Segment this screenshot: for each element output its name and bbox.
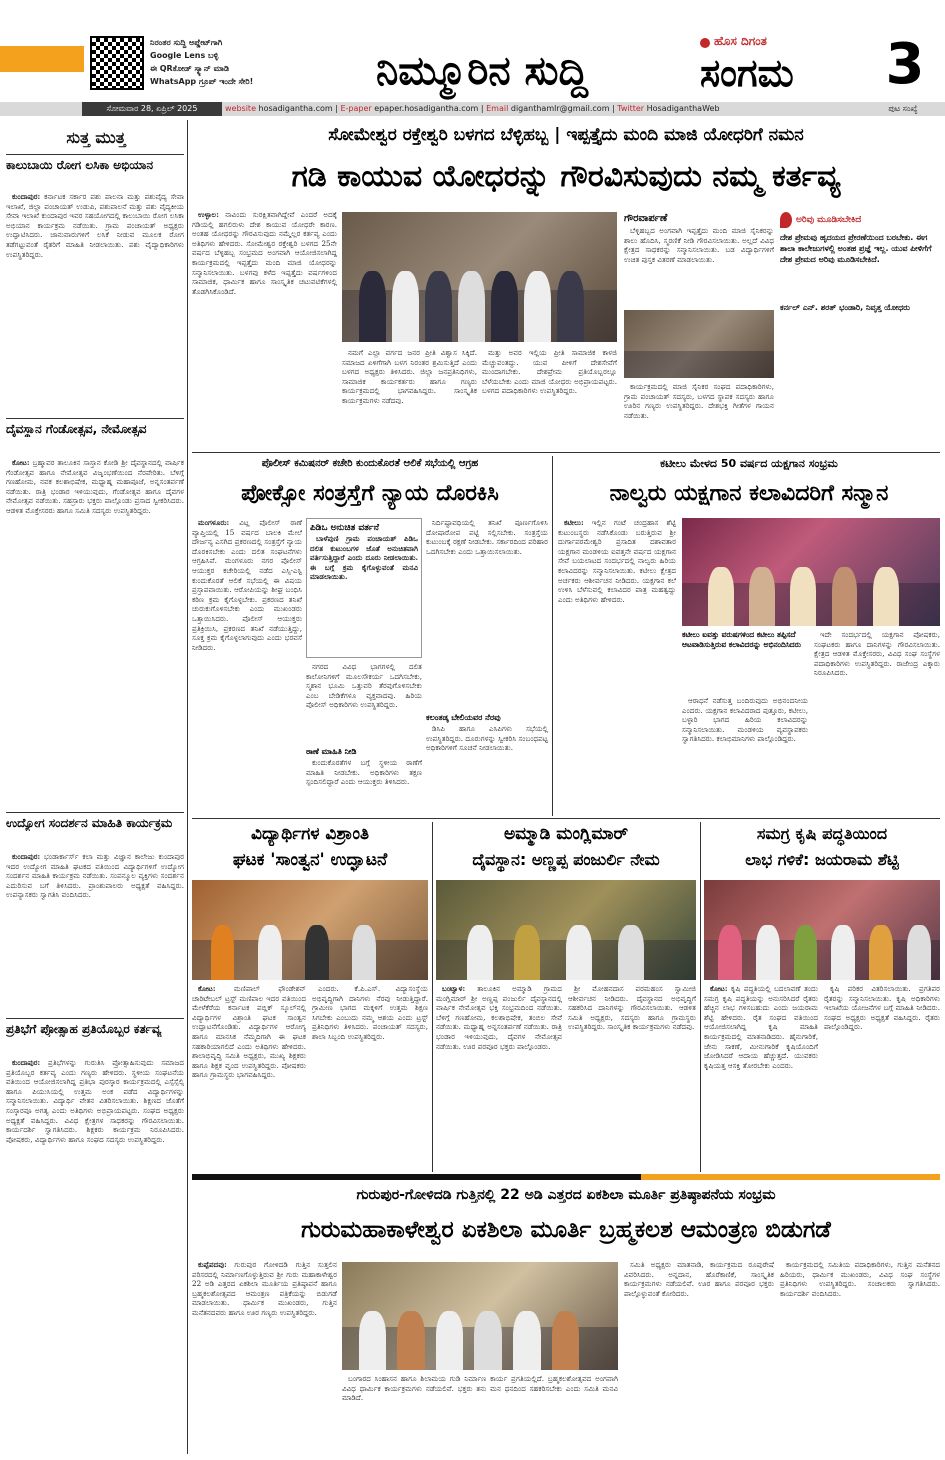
story-subhead: ಕಲಂತಡ್ಕ ಬೇಲಿಯವರ ನೆರವು (426, 713, 501, 722)
story-headline: ಪೋಕ್ಸೋ ಸಂತ್ರಸ್ತೆಗೆ ನ್ಯಾಯ ದೊರಕಿಸಿ (241, 481, 499, 506)
link-email[interactable]: diganthamlr@gmail.com (510, 104, 610, 113)
photo-caption: ಕಟೀಲು ಐವತ್ತು ವರುಷಗಳಿಂದ ಕಟೀಲು ತಪ್ಪಿಸದೆ ಆಟವಾಡಿಸುತ್ತಿರುವ ಕಲಾವಿದರನ್ನು ಅಭಿನಂದಿಸಿದರು (682, 630, 802, 649)
masthead (0, 0, 945, 118)
story-headline: ವಿದ್ಯಾರ್ಥಿಗಳ ವಿಶ್ರಾಂತಿ (251, 824, 369, 844)
story-kicker: ಪೊಲೀಸ್ ಕಮಿಷನರ್ ಕಚೇರಿ ಕುಂದುಕೊರತೆ ಆಲಿಕೆ ಸಭೆಯಲ್ಲಿ ಆಗ್ರಹ (261, 458, 479, 469)
divider (6, 154, 184, 155)
story-body: ಕೃಷಿ ಪರಿಕರ ವಿತರಿಸಲಾಯಿತು. ಪ್ರಗತಿಪರ ರೈತರನ್ನು ಸನ್ಮಾನಿಸಲಾಯಿತು. ಕೃಷಿ ಅಧಿಕಾರಿಗಳು ಇಲಾಖೆಯ ಯೋಜನೆಗಳ ಬಗ್ಗೆ ಮಾಹಿತಿ ನೀಡಿದರು. ಸಂಘದ ಅಧ್ಯಕ್ಷರು ಅಧ್ಯಕ್ಷತೆ ವಹಿಸಿದ್ದರು. ರೈತರು ಪಾಲ್ಗೊಂಡಿದ್ದರು. (824, 984, 940, 1032)
divider (192, 818, 940, 819)
quote-label: ಅರಿವು ಮೂಡಿಸಬೇಕಿದೆ (796, 215, 862, 225)
story-kicker: ಕಟೀಲು ಮೇಳದ 50 ವರ್ಷದ ಯಕ್ಷಗಾನ ಸಂಭ್ರಮ (660, 457, 838, 470)
box-title: ಗೌರವಾರ್ಪಣೆ (624, 213, 668, 224)
story-headline: ಸಮಗ್ರ ಕೃಷಿ ಪದ್ಧತಿಯಿಂದ (756, 824, 888, 843)
box-body: ಬೆಳ್ಳಿಹಬ್ಬದ ಅಂಗವಾಗಿ ಇಪ್ಪತ್ತೈದು ಮಂದಿ ಮಾಜಿ ಸೈನಿಕರನ್ನು ಶಾಲು ಹೊದಿಸಿ, ಸ್ಮರಣಿಕೆ ನೀಡಿ ಗೌರವಿಸಲಾಯಿತು. ಅಲ್ಲದೆ ವಿವಿಧ ಕ್ಷೇತ್ರದ ಸಾಧಕರನ್ನು ಸನ್ಮಾನಿಸಲಾಯಿತು. ಬಡ ವಿದ್ಯಾರ್ಥಿಗಳಿಗೆ ಉಚಿತ ಪುಸ್ತಕ ವಿತರಣೆ ಮಾಡಲಾಯಿತು. (624, 226, 774, 264)
story-body: ಕೋಟ: ಕೃಷಿ ಪದ್ಧತಿಯಲ್ಲಿ ಬದಲಾವಣೆ ತಂದು ಸಮಗ್ರ ಕೃಷಿ ಪದ್ಧತಿಯನ್ನು ಅನುಸರಿಸಿದರೆ ರೈತರು ಹೆಚ್ಚಿನ ಲಾಭ ಗಳಿಸಬಹುದು ಎಂದು ಜಯರಾಮ ಶೆಟ್ಟಿ ಹೇಳಿದರು. ರೈತ ಸಂಘದ ವತಿಯಿಂದ ಆಯೋಜಿಸಲಾಗಿದ್ದ ಕೃಷಿ ಮಾಹಿತಿ ಕಾರ್ಯಕ್ರಮದಲ್ಲಿ ಮಾತನಾಡಿದರು. ಹೈನುಗಾರಿಕೆ, ಜೇನು ಸಾಕಣೆ, ಮೀನುಗಾರಿಕೆ ಕೃಷಿಯೊಂದಿಗೆ ಜೋಡಿಸಿದರೆ ಆದಾಯ ಹೆಚ್ಚುತ್ತದೆ. ಯುವಕರು ಕೃಷಿಯತ್ತ ಆಸಕ್ತಿ ತೋರಬೇಕು ಎಂದರು. (704, 984, 818, 1070)
story-headline: ದೈವಸ್ಥಾನ ಗೆಂಡೋತ್ಸವ, ನೇಮೋತ್ಸವ (6, 422, 147, 436)
quote-text: ದೇಶ ಪ್ರೇಮವು ಹೃದಯದ ಪ್ರೇರಣೆಯಿಂದ ಬರಬೇಕು. ಈಗ ಶಾಲಾ ಕಾಲೇಜುಗಳಲ್ಲಿ ಅಂತಹ ಪ್ರಜ್ಞೆ ಇಲ್ಲ. ಯುವ ಪೀಳಿಗೆಗೆ ದೇಶ ಪ್ರೇಮದ ಅರಿವು ಮೂಡಿಸಬೇಕಿದೆ. (780, 233, 932, 264)
yakshagana-photo (682, 518, 940, 626)
story-subhead: ಠಾಣೆ ಮಾಹಿತಿ ನೀಡಿ (306, 747, 357, 756)
story-body: ಕೋಟ: ಮಣಿಪಾಲ್ ಫೌಂಡೇಶನ್ ಚಾರಿಟೇಬಲ್ ಟ್ರಸ್ಟ್ ಮಣಿಪಾಲ ಇದರ ವತಿಯಿಂದ ಮೇಳೆಕೆರೆಯ ಕರ್ನಾಟಕ ಪಬ್ಲಿಕ್ ಸ್ಕೂಲ್‌ನಲ್ಲಿ ವಿದ್ಯಾರ್ಥಿಗಳ ವಿಶ್ರಾಂತಿ ಘಟಕ ಸಾಂತ್ವನ ಉದ್ಘಾಟನೆಗೊಂಡಿತು. ವಿದ್ಯಾರ್ಥಿಗಳ ಆರೋಗ್ಯ ಹಾಗೂ ಮಾನಸಿಕ ನೆಮ್ಮದಿಗಾಗಿ ಈ ಘಟಕ ಸಹಕಾರಿಯಾಗಲಿದೆ ಎಂದು ಅತಿಥಿಗಳು ಹೇಳಿದರು. ಶಾಲಾಭಿವೃದ್ಧಿ ಸಮಿತಿ ಅಧ್ಯಕ್ಷರು, ಮುಖ್ಯ ಶಿಕ್ಷಕರು ಹಾಗೂ ಶಿಕ್ಷಕ ವೃಂದ ಉಪಸ್ಥಿತರಿದ್ದರು. ಪೋಷಕರು ಹಾಗೂ ಗ್ರಾಮಸ್ಥರು ಭಾಗವಹಿಸಿದ್ದರು. (192, 984, 306, 1080)
story-kicker: ಗುರುಪುರ-ಗೋಳಿದಡಿ ಗುತ್ತಿನಲ್ಲಿ 22 ಅಡಿ ಎತ್ತರದ ಏಕಶಿಲಾ ಮೂರ್ತಿ ಪ್ರತಿಷ್ಠಾಪನೆಯ ಸಂಭ್ರಮ (356, 1187, 776, 1203)
pin-icon (780, 212, 792, 228)
link-twitter-label: Twitter (617, 104, 645, 113)
story-headline: ನಾಲ್ವರು ಯಕ್ಷಗಾನ ಕಲಾವಿದರಿಗೆ ಸನ್ಮಾನ (609, 481, 889, 506)
box-photo (624, 310, 774, 378)
contact-links: website hosadigantha.com | E-paper epaper.hosadigantha.com | Email diganthamlr@gmail.com | Twitter HosadiganthaWeb (225, 104, 720, 113)
krishi-story (704, 822, 940, 1172)
column-divider (432, 822, 433, 1172)
story-body: ಸಮಿತಿ ಅಧ್ಯಕ್ಷರು ಮಾತನಾಡಿ, ಕಾರ್ಯಕ್ರಮದ ರೂಪುರೇಷೆ ವಿವರಿಸಿದರು. ಅನ್ನದಾನ, ಹೊರೆಕಾಣಿಕೆ, ಸಾಂಸ್ಕೃತಿಕ ಕಾರ್ಯಕ್ರಮಗಳು ನಡೆಯಲಿವೆ. ಊರ ಹಾಗೂ ಪರವೂರ ಭಕ್ತರು ಪಾಲ್ಗೊಳ್ಳುವಂತೆ ಕೋರಿದರು. (624, 1260, 774, 1298)
link-website-label: website (225, 104, 256, 113)
lead-kicker: ಸೋಮೇಶ್ವರ ರಕ್ತೇಶ್ವರಿ ಬಳಗದ ಬೆಳ್ಳಿಹಬ್ಬ | ಇಪ್ಪತ್ತೈದು ಮಂದಿ ಮಾಜಿ ಯೋಧರಿಗೆ ನಮನ (328, 125, 804, 145)
divider (192, 452, 940, 453)
quote-box (780, 212, 940, 448)
lead-body: ಉಳ್ಳಾಲ: ನಾವಿಂದು ಸುರಕ್ಷಿತವಾಗಿದ್ದೇವೆ ಎಂದರೆ ಅದಕ್ಕೆ ಗಡಿಯಲ್ಲಿ ಹಗಲಿರುಳು ದೇಶ ಕಾಯುವ ಯೋಧರೇ ಕಾರಣ. ಅಂತಹ ಯೋಧರನ್ನು ಗೌರವಿಸುವುದು ನಮ್ಮೆಲ್ಲರ ಕರ್ತವ್ಯ ಎಂದು ಅತಿಥಿಗಳು ಹೇಳಿದರು. ಸೋಮೇಶ್ವರ ರಕ್ತೇಶ್ವರಿ ಬಳಗದ 25ನೇ ವರ್ಷದ ಬೆಳ್ಳಿಹಬ್ಬ ಸಂಭ್ರಮದ ಅಂಗವಾಗಿ ಆಯೋಜಿಸಲಾಗಿದ್ದ ಕಾರ್ಯಕ್ರಮದಲ್ಲಿ ಇಪ್ಪತ್ತೈದು ಮಂದಿ ಮಾಜಿ ಯೋಧರನ್ನು ಸನ್ಮಾನಿಸಲಾಯಿತು. ಬಳಗವು ಕಳೆದ ಇಪ್ಪತ್ತೈದು ವರ್ಷಗಳಿಂದ ಸಾಮಾಜಿಕ, ಧಾರ್ಮಿಕ ಹಾಗೂ ಸಾಂಸ್ಕೃತಿಕ ಚಟುವಟಿಕೆಗಳಲ್ಲಿ ತೊಡಗಿಸಿಕೊಂಡಿದೆ. (192, 210, 337, 296)
column-divider (187, 120, 188, 1454)
nema-photo (436, 880, 696, 980)
story-body: ಆರಾಧನೆ ನಡೆಸುತ್ತ ಬಂದಿರುವುದು ಅಭಿನಂದನೀಯ ಎಂದರು. ಯಕ್ಷಗಾನ ಕಲಾವಿದರಾದ ಪುತ್ತೂರು, ಕಟೀಲು, ಬಳ್ಳಾರಿ ಭಾಗದ ಹಿರಿಯ ಕಲಾವಿದರನ್ನು ಸನ್ಮಾನಿಸಲಾಯಿತು. ಮಂಡಳಿಯ ವ್ಯವಸ್ಥಾಪಕರು ಸ್ವಾಗತಿಸಿದರು. ಕಲಾಭಿಮಾನಿಗಳು ಪಾಲ್ಗೊಂಡಿದ್ದರು. (682, 696, 808, 744)
santhwana-story (192, 822, 428, 1172)
story-body: ಕುಂದಾಪುರ: ಕರ್ನಾಟಕ ಸರ್ಕಾರ ಪಶು ಪಾಲನಾ ಮತ್ತು ಪಶುವೈದ್ಯ ಸೇವಾ ಇಲಾಖೆ, ಜಿಲ್ಲಾ ಪಂಚಾಯತ್ ಉಡುಪಿ, ಪಶುಪಾಲನೆ ಮತ್ತು ಪಶು ವೈದ್ಯಕೀಯ ಸೇವಾ ಇಲಾಖೆ ಕುಂದಾಪುರ ಇವರ ಸಹಯೋಗದಲ್ಲಿ ಕಾಲುಬಾಯಿ ರೋಗ ಲಸಿಕಾ ಅಭಿಯಾನ ಕಾರ್ಯಕ್ರಮ ನಡೆಯಿತು. ಗ್ರಾಮ ಪಂಚಾಯತ್ ಅಧ್ಯಕ್ಷರು ಉದ್ಘಾಟಿಸಿದರು. ಜಾನುವಾರುಗಳಿಗೆ ಲಸಿಕೆ ನೀಡುವ ಮೂಲಕ ರೋಗ ತಡೆಗಟ್ಟುವಂತೆ ರೈತರಿಗೆ ಮಾಹಿತಿ ನೀಡಲಾಯಿತು. ಪಶು ವೈದ್ಯಾಧಿಕಾರಿಗಳು ಉಪಸ್ಥಿತರಿದ್ದರು. (6, 192, 184, 259)
masthead-orange-block (0, 46, 84, 72)
link-twitter[interactable]: HosadiganthaWeb (646, 104, 720, 113)
story-body: ಶ್ರೀ ಮೋಹನದಾಸ ಪರಮಹಂಸ ಸ್ವಾಮೀಜಿ ಆಶೀರ್ವಚನ ನೀಡಿದರು. ದೈವಸ್ಥಾನದ ಅಭಿವೃದ್ಧಿಗೆ ಸಹಕರಿಸಿದ ದಾನಿಗಳನ್ನು ಗೌರವಿಸಲಾಯಿತು. ಆಡಳಿತ ಸಮಿತಿ ಅಧ್ಯಕ್ಷರು, ಸದಸ್ಯರು ಹಾಗೂ ಗ್ರಾಮಸ್ಥರು ಉಪಸ್ಥಿತರಿದ್ದರು. ಸಾಂಸ್ಕೃತಿಕ ಕಾರ್ಯಕ್ರಮಗಳು ನಡೆದವು. (568, 984, 696, 1032)
lead-body: ನಮಗೆ ಎಲ್ಲಾ ವರ್ಗದ ಜನರ ಪ್ರೀತಿ ವಿಶ್ವಾಸ ಸಿಕ್ಕಿದೆ. ಸಮಾಜದ ಏಳಿಗೆಗಾಗಿ ಬಳಗ ನಿರಂತರ ಶ್ರಮಿಸುತ್ತಿದೆ ಎಂದು ಬಳಗದ ಅಧ್ಯಕ್ಷರು ತಿಳಿಸಿದರು. ಜಿಲ್ಲಾ ಜನಪ್ರತಿನಿಧಿಗಳು, ಸಾಮಾಜಿಕ ಕಾರ್ಯಕರ್ತರು ಹಾಗೂ ಗಣ್ಯರು ಕಾರ್ಯಕ್ರಮದಲ್ಲಿ ಭಾಗವಹಿಸಿದ್ದರು. ಸಾಂಸ್ಕೃತಿಕ ಕಾರ್ಯಕ್ರಮಗಳು ನಡೆದವು. (342, 348, 477, 405)
story-body: ಕುಂದಾಪುರ: ಭಂಡಾರ್ಕಾರ್ಸ್ ಕಲಾ ಮತ್ತು ವಿಜ್ಞಾನ ಕಾಲೇಜು ಕುಂದಾಪುರ ಇದರ ಉದ್ಯೋಗ ಮಾಹಿತಿ ಘಟಕದ ವತಿಯಿಂದ ವಿದ್ಯಾರ್ಥಿಗಳಿಗೆ ಉದ್ಯೋಗ ಸಂದರ್ಶನ ಮಾಹಿತಿ ಕಾರ್ಯಕ್ರಮ ನಡೆಯಿತು. ಸಂಪನ್ಮೂಲ ವ್ಯಕ್ತಿಗಳು ಸಂದರ್ಶನ ಎದುರಿಸುವ ಬಗೆ ತಿಳಿಸಿದರು. ಪ್ರಾಂಶುಪಾಲರು ಅಧ್ಯಕ್ಷತೆ ವಹಿಸಿದ್ದರು. ಉಪನ್ಯಾಸಕರು ಸ್ವಾಗತಿಸಿ ವಂದಿಸಿದರು. (6, 852, 184, 900)
pages-label: ಪುಟ ಸಂಖ್ಯೆ (888, 104, 918, 113)
story-headline: ಕಾಲುಬಾಯಿ ರೋಗ ಲಸಿಕಾ ಅಭಿಯಾನ (6, 158, 154, 172)
story-body: ಕಾರ್ಯಕ್ರಮದಲ್ಲಿ ಸಮಿತಿಯ ಪದಾಧಿಕಾರಿಗಳು, ಗುತ್ತಿನ ಮನೆತನದ ಹಿರಿಯರು, ಧಾರ್ಮಿಕ ಮುಖಂಡರು, ವಿವಿಧ ಸಂಘ ಸಂಸ್ಥೆಗಳ ಪ್ರತಿನಿಧಿಗಳು ಉಪಸ್ಥಿತರಿದ್ದರು. ಸಂಚಾಲಕರು ಸ್ವಾಗತಿಸಿದರು. ಕಾರ್ಯದರ್ಶಿ ವಂದಿಸಿದರು. (780, 1260, 940, 1298)
column-divider (700, 822, 701, 1172)
story-headline: ಅಮ್ಮಾಡಿ ಮಂಗ್ಲಿಮಾರ್ (503, 824, 628, 844)
story-headline: ಲಾಭ ಗಳಿಕೆ: ಜಯರಾಮ ಶೆಟ್ಟಿ (745, 850, 899, 869)
pocso-story (192, 456, 548, 816)
link-website[interactable]: hosadigantha.com (258, 104, 333, 113)
nema-story (436, 822, 696, 1172)
brand-small: ಹೊಸ ದಿಗಂತ (714, 34, 767, 48)
lead-body: ಮತ್ತು ಅವರ ಇಲ್ಲಿಯ ಪ್ರೀತಿ ಸಾಮಾಜಿಕ ಕಾಳಜಿ ಮೆಚ್ಚುವಂತದ್ದು. ಯುವ ಪೀಳಿಗೆ ದೇಶಸೇವೆಗೆ ಮುಂದಾಗಬೇಕು. ದೇಶಪ್ರೇಮ ಪ್ರತಿಯೊಬ್ಬರಲ್ಲೂ ಬೆಳೆಯಬೇಕು ಎಂದು ಮಾಜಿ ಯೋಧರು ಅಭಿಪ್ರಾಯಪಟ್ಟರು. ಬಳಗದ ಪದಾಧಿಕಾರಿಗಳು ಉಪಸ್ಥಿತರಿದ್ದರು. (482, 348, 617, 396)
story-body: ಬಂಗಾರದ ಸಿಂಹಾಸನ ಹಾಗೂ ಶಿಲಾಮಯ ಗುಡಿ ನಿರ್ಮಾಣ ಕಾರ್ಯ ಪ್ರಗತಿಯಲ್ಲಿದೆ. ಬ್ರಹ್ಮಕಲಶೋತ್ಸವದ ಅಂಗವಾಗಿ ವಿವಿಧ ಧಾರ್ಮಿಕ ಕಾರ್ಯಕ್ರಮಗಳು ನಡೆಯಲಿವೆ. ಭಕ್ತರು ತನು ಮನ ಧನದಿಂದ ಸಹಕರಿಸಬೇಕು ಎಂದು ಸಮಿತಿ ಮನವಿ ಮಾಡಿದೆ. (342, 1374, 618, 1403)
link-email-label: Email (486, 104, 509, 113)
qr-code-icon[interactable] (90, 36, 144, 90)
lead-photo (342, 212, 617, 342)
decorative-dark-band (192, 1174, 940, 1180)
story-body: ಕುಂದಾಪುರ: ಪ್ರತಿಭೆಗಳನ್ನು ಗುರುತಿಸಿ ಪ್ರೋತ್ಸಾಹಿಸುವುದು ಸಮಾಜದ ಪ್ರತಿಯೊಬ್ಬರ ಕರ್ತವ್ಯ ಎಂದು ಗಣ್ಯರು ಹೇಳಿದರು. ಸ್ಥಳೀಯ ಸಂಘಟನೆಯ ವತಿಯಿಂದ ಆಯೋಜಿಸಲಾಗಿದ್ದ ಪ್ರತಿಭಾ ಪುರಸ್ಕಾರ ಕಾರ್ಯಕ್ರಮದಲ್ಲಿ ಎಸ್ಸೆಸ್ಸೆಲ್ಸಿ ಹಾಗೂ ಪಿಯುಸಿಯಲ್ಲಿ ಉತ್ತಮ ಅಂಕ ಪಡೆದ ವಿದ್ಯಾರ್ಥಿಗಳನ್ನು ಸನ್ಮಾನಿಸಲಾಯಿತು. ವಿದ್ಯಾರ್ಥಿ ವೇತನ ವಿತರಿಸಲಾಯಿತು. ಶಿಕ್ಷಣದ ಜೊತೆಗೆ ಸಂಸ್ಕಾರವೂ ಅಗತ್ಯ ಎಂದು ಅತಿಥಿಗಳು ಅಭಿಪ್ರಾಯಪಟ್ಟರು. ಸಂಘದ ಅಧ್ಯಕ್ಷರು ಅಧ್ಯಕ್ಷತೆ ವಹಿಸಿದ್ದರು. ವಿವಿಧ ಕ್ಷೇತ್ರಗಳ ಸಾಧಕರನ್ನು ಗೌರವಿಸಲಾಯಿತು. ಕಾರ್ಯದರ್ಶಿ ಸ್ವಾಗತಿಸಿದರು. ಶಿಕ್ಷಕರು ಕಾರ್ಯಕ್ರಮ ನಿರೂಪಿಸಿದರು. ಪೋಷಕರು, ವಿದ್ಯಾರ್ಥಿಗಳು ಹಾಗೂ ಸಂಘದ ಸದಸ್ಯರು ಉಪಸ್ಥಿತರಿದ್ದರು. (6, 1058, 184, 1144)
krishi-photo (704, 880, 940, 980)
story-body: ಡಿಸಿಪಿ ಹಾಗೂ ಎಸಿಪಿಗಳು ಸಭೆಯಲ್ಲಿ ಉಪಸ್ಥಿತರಿದ್ದರು. ದೂರುಗಳನ್ನು ಸ್ವೀಕರಿಸಿ ಸಂಬಂಧಪಟ್ಟ ಅಧಿಕಾರಿಗಳಿಗೆ ಸೂಚನೆ ನೀಡಲಾಯಿತು. (426, 724, 548, 753)
link-epaper-label: E-paper (340, 104, 372, 113)
story-headline: ಘಟಕ 'ಸಾಂತ್ವನ' ಉದ್ಘಾಟನೆ (232, 850, 388, 870)
box-body: ಕಾರ್ಯಕ್ರಮದಲ್ಲಿ ಮಾಜಿ ಸೈನಿಕರ ಸಂಘದ ಪದಾಧಿಕಾರಿಗಳು, ಗ್ರಾಮ ಪಂಚಾಯತ್ ಸದಸ್ಯರು, ಬಳಗದ ಸ್ಥಾಪಕ ಸದಸ್ಯರು ಹಾಗೂ ಊರಿನ ಗಣ್ಯರು ಉಪಸ್ಥಿತರಿದ್ದರು. ದೇಶಭಕ್ತಿ ಗೀತೆಗಳ ಗಾಯನ ನಡೆಯಿತು. (624, 382, 774, 420)
divider (6, 418, 184, 419)
story-body: ಇದೇ ಸಂದರ್ಭದಲ್ಲಿ ಯಕ್ಷಗಾನ ಪೋಷಕರು, ಸಂಘಟಕರು ಹಾಗೂ ದಾನಿಗಳನ್ನು ಗೌರವಿಸಲಾಯಿತು. ಕ್ಷೇತ್ರದ ಆಡಳಿತ ಮೊಕ್ತೇಸರರು, ವಿವಿಧ ಸಂಘ ಸಂಸ್ಥೆಗಳ ಪದಾಧಿಕಾರಿಗಳು ಉಪಸ್ಥಿತರಿದ್ದರು. ರಾಜೇಂದ್ರ ಎಕ್ಕಾರು ನಿರೂಪಿಸಿದರು. (814, 630, 940, 678)
story-headline: ಉದ್ಯೋಗ ಸಂದರ್ಶನ ಮಾಹಿತಿ ಕಾರ್ಯಕ್ರಮ (6, 816, 173, 830)
story-body: ನಿರ್ದಿಷ್ಟಾವಧಿಯಲ್ಲಿ ತನಿಖೆ ಪೂರ್ಣಗೊಳಿಸಿ ದೋಷಾರೋಪ ಪಟ್ಟಿ ಸಲ್ಲಿಸಬೇಕು. ಸಂತ್ರಸ್ತೆಯ ಕುಟುಂಬಕ್ಕೆ ರಕ್ಷಣೆ ನೀಡಬೇಕು. ಸರ್ಕಾರದಿಂದ ಪರಿಹಾರ ಒದಗಿಸಬೇಕು ಎಂದು ಒತ್ತಾಯಿಸಲಾಯಿತು. (426, 518, 548, 556)
quote-by: ಕರ್ನಲ್ ಎನ್. ಶರತ್ ಭಂಡಾರಿ, ನಿವೃತ್ತ ಯೋಧರು (780, 303, 910, 312)
story-body: ಎಂದರು. ಕೆ.ಪಿ.ಎಸ್. ವಿದ್ಯಾಸಂಸ್ಥೆಯ ಅಭಿವೃದ್ಧಿಗಾಗಿ ದಾನಿಗಳು ನೆರವು ನೀಡುತ್ತಿದ್ದಾರೆ. ಗ್ರಾಮೀಣ ಭಾಗದ ಮಕ್ಕಳಿಗೆ ಉತ್ತಮ ಶಿಕ್ಷಣ ಸಿಗಬೇಕು ಎಂಬುದು ನಮ್ಮ ಆಶಯ ಎಂದು ಟ್ರಸ್ಟ್ ಪ್ರತಿನಿಧಿಗಳು ತಿಳಿಸಿದರು. ಪಂಚಾಯತ್ ಸದಸ್ಯರು, ಶಾಲಾ ಸಿಬ್ಬಂದಿ ಉಪಸ್ಥಿತರಿದ್ದರು. (312, 984, 428, 1041)
brand-logo-icon (700, 38, 710, 48)
story-body: ನಗರದ ವಿವಿಧ ಭಾಗಗಳಲ್ಲಿ ದಲಿತ ಕಾಲೋನಿಗಳಿಗೆ ಮೂಲಸೌಕರ್ಯ ಒದಗಿಸಬೇಕು, ಸ್ಮಶಾನ ಭೂಮಿ ಒತ್ತುವರಿ ತೆರವುಗೊಳಿಸಬೇಕು ಎಂಬ ಬೇಡಿಕೆಗಳೂ ವ್ಯಕ್ತವಾದವು. ಹಿರಿಯ ಪೊಲೀಸ್ ಅಧಿಕಾರಿಗಳು ಉಪಸ್ಥಿತರಿದ್ದರು. (306, 662, 422, 710)
story-headline: ದೈವಸ್ಥಾನ: ಅಣ್ಣಪ್ಪ ಪಂಜುರ್ಲಿ ನೇಮ (472, 850, 660, 869)
qr-note: ನಿರಂತರ ಸುದ್ದಿ ಅಪ್ಡೇಟ್‌ಗಾಗಿ Google Lens ಬಳ್ಳಿ ಈ QRಕೋಡ್ ಸ್ಕ್ಯಾನ್ ಮಾಡಿ WhatsApp ಗ್ರೂಪ್ ಇಂದೇ ಸೇರಿ! (150, 38, 254, 86)
left-column (6, 120, 184, 1454)
yakshagana-story (558, 456, 940, 816)
story-body: ಕೋಟ: ಬ್ರಹ್ಮಾವರ ತಾಲೂಕಿನ ಸಾಸ್ತಾನ ಕೋಡಿ ಶ್ರೀ ದೈವಸ್ಥಾನದಲ್ಲಿ ವಾರ್ಷಿಕ ಗೆಂಡೋತ್ಸವ ಹಾಗೂ ನೇಮೋತ್ಸವ ವಿಜೃಂಭಣೆಯಿಂದ ನೆರವೇರಿತು. ಬೆಳಿಗ್ಗೆ ಗಣಹೋಮ, ನವಕ ಕಲಶಾಭಿಷೇಕ, ಮಧ್ಯಾಹ್ನ ಮಹಾಪೂಜೆ, ಅನ್ನಸಂತರ್ಪಣೆ ನಡೆಯಿತು. ರಾತ್ರಿ ಭಂಡಾರ ಇಳಿಯುವುದು, ಗೆಂಡೋತ್ಸವ ಹಾಗೂ ದೈವಗಳ ನೇಮೋತ್ಸವ ನಡೆಯಿತು. ಸಹಸ್ರಾರು ಭಕ್ತರು ಪಾಲ್ಗೊಂಡು ಪ್ರಸಾದ ಸ್ವೀಕರಿಸಿದರು. ಆಡಳಿತ ಮೊಕ್ತೇಸರರು ಹಾಗೂ ಸಮಿತಿ ಸದಸ್ಯರು ಉಪಸ್ಥಿತರಿದ್ದರು. (6, 458, 184, 515)
story-body: ಕುಪ್ಪೆಪದವು: ಗುರುಪುರ ಗೋಳಿದಡಿ ಗುತ್ತಿನ ಸುತ್ತಲಿನ ಪರಿಸರದಲ್ಲಿ ನಿರ್ಮಾಣಗೊಳ್ಳುತ್ತಿರುವ ಶ್ರೀ ಗುರು ಮಹಾಕಾಳೇಶ್ವರ 22 ಅಡಿ ಎತ್ತರದ ಏಕಶಿಲಾ ಮೂರ್ತಿಯ ಪ್ರತಿಷ್ಠಾಪನೆ ಹಾಗೂ ಬ್ರಹ್ಮಕಲಶೋತ್ಸವದ ಆಮಂತ್ರಣ ಪತ್ರಿಕೆಯನ್ನು ಬಿಡುಗಡೆ ಮಾಡಲಾಯಿತು. ಧಾರ್ಮಿಕ ಮುಖಂಡರು, ಗುತ್ತಿನ ಮನೆತನದವರು ಹಾಗೂ ಊರ ಗಣ್ಯರು ಉಪಸ್ಥಿತರಿದ್ದರು. (192, 1260, 337, 1317)
story-headline: ಪ್ರತಿಭೆಗೆ ಪ್ರೋತ್ಸಾಹ ಪ್ರತಿಯೊಬ್ಬರ ಕರ್ತವ್ಯ (6, 1022, 162, 1036)
brand-big: ಸಂಗಮ (700, 51, 794, 95)
section-title: ನಿಮ್ಮೂರಿನ ಸುದ್ದಿ (322, 30, 642, 100)
lead-sidebar-box (624, 212, 774, 448)
left-logo: ಸುತ್ತ ಮುತ್ತ (66, 128, 126, 147)
column-divider (552, 456, 553, 816)
story-body: ಕಟೀಲು: ಇಲ್ಲಿನ ಗಂಟೆ ಚಂದ್ರಹಾಸ ಶೆಟ್ಟಿ ಕುಟುಂಬಸ್ಥರು ನಡೆಸಿಕೊಂಡು ಬರುತ್ತಿರುವ ಶ್ರೀ ದುರ್ಗಾಪರಮೇಶ್ವರಿ ಪ್ರಸಾದಿತ ದಶಾವತಾರ ಯಕ್ಷಗಾನ ಮಂಡಳಿಯ ಐವತ್ತನೇ ವರ್ಷದ ಯಕ್ಷಗಾನ ಸೇವೆ ಬಯಲಾಟದ ಸಂದರ್ಭದಲ್ಲಿ ನಾಲ್ವರು ಹಿರಿಯ ಕಲಾವಿದರನ್ನು ಸನ್ಮಾನಿಸಲಾಯಿತು. ಕಟೀಲು ಕ್ಷೇತ್ರದ ಅರ್ಚಕರು ಆಶೀರ್ವಚನ ನೀಡಿದರು. ಯಕ್ಷಗಾನ ಕಲೆ ಉಳಿಸಿ ಬೆಳೆಸುವಲ್ಲಿ ಕಲಾವಿದರ ಪಾತ್ರ ಮಹತ್ವದ್ದು ಎಂದು ಅತಿಥಿಗಳು ಹೇಳಿದರು. (558, 518, 676, 604)
story-body: ಬಂಟ್ವಾಳ: ತಾಲೂಕಿನ ಅಮ್ಮಾಡಿ ಗ್ರಾಮದ ಮಂಗ್ಲಿಮಾರ್ ಶ್ರೀ ಅಣ್ಣಪ್ಪ ಪಂಜುರ್ಲಿ ದೈವಸ್ಥಾನದಲ್ಲಿ ವಾರ್ಷಿಕ ನೇಮೋತ್ಸವ ಭಕ್ತಿ ಸಂಭ್ರಮದಿಂದ ನಡೆಯಿತು. ಬೆಳಿಗ್ಗೆ ಗಣಹೋಮ, ಕಲಶಾಭಿಷೇಕ, ತಂಬಿಲ ಸೇವೆ ನಡೆಯಿತು. ಮಧ್ಯಾಹ್ನ ಅನ್ನಸಂತರ್ಪಣೆ ನಡೆಯಿತು. ರಾತ್ರಿ ಭಂಡಾರ ಇಳಿಯುವುದು, ದೈವಗಳ ನೇಮೋತ್ಸವ ನಡೆಯಿತು. ಊರ ಪರವೂರ ಭಕ್ತರು ಪಾಲ್ಗೊಂಡರು. (436, 984, 562, 1051)
lead-headline: ಗಡಿ ಕಾಯುವ ಯೋಧರನ್ನು ಗೌರವಿಸುವುದು ನಮ್ಮ ಕರ್ತವ್ಯ (291, 159, 841, 194)
story-body: ಮಂಗಳೂರು: ವಿಟ್ಲ ಪೊಲೀಸ್ ಠಾಣೆ ವ್ಯಾಪ್ತಿಯಲ್ಲಿ 15 ವರ್ಷದ ಬಾಲಕಿ ಮೇಲೆ ದೌರ್ಜನ್ಯ ಎಸಗಿದ ಪ್ರಕರಣದಲ್ಲಿ ಸಂತ್ರಸ್ತೆಗೆ ನ್ಯಾಯ ದೊರಕಿಸಬೇಕು ಎಂದು ದಲಿತ ಸಂಘಟನೆಗಳು ಆಗ್ರಹಿಸಿವೆ. ಮಂಗಳೂರು ನಗರ ಪೊಲೀಸ್ ಆಯುಕ್ತರ ಕಚೇರಿಯಲ್ಲಿ ನಡೆದ ಎಸ್ಸಿ-ಎಸ್ಟಿ ಕುಂದುಕೊರತೆ ಆಲಿಕೆ ಸಭೆಯಲ್ಲಿ ಈ ವಿಷಯ ಪ್ರಸ್ತಾಪವಾಯಿತು. ಆರೋಪಿಯನ್ನು ಶೀಘ್ರ ಬಂಧಿಸಿ ಕಠಿಣ ಕ್ರಮ ಕೈಗೊಳ್ಳಬೇಕು. ಪ್ರಕರಣದ ತನಿಖೆ ಚುರುಕುಗೊಳಿಸಬೇಕು ಎಂದು ಮುಖಂಡರು ಒತ್ತಾಯಿಸಿದರು. ಪೊಲೀಸ್ ಆಯುಕ್ತರು ಪ್ರತಿಕ್ರಿಯಿಸಿ, ಪ್ರಕರಣದ ತನಿಖೆ ನಡೆಯುತ್ತಿದ್ದು, ಸೂಕ್ತ ಕ್ರಮ ಕೈಗೊಳ್ಳಲಾಗುವುದು ಎಂದು ಭರವಸೆ ನೀಡಿದರು. (192, 518, 302, 652)
santhwana-photo (192, 880, 428, 980)
guru-story (192, 1184, 940, 1456)
story-body: ಕುಂದುಕೊರತೆಗಳ ಬಗ್ಗೆ ಸ್ಥಳೀಯ ಠಾಣೆಗೆ ಮಾಹಿತಿ ನೀಡಬೇಕು. ಅಧಿಕಾರಿಗಳು ತಕ್ಷಣ ಸ್ಪಂದಿಸಲಿದ್ದಾರೆ ಎಂದು ಆಯುಕ್ತರು ತಿಳಿಸಿದರು. (306, 758, 422, 787)
sidebar-box (306, 518, 422, 658)
box-title: ಪಿಡಿಒ ಅನುಚಿತ ವರ್ತನೆ (310, 523, 379, 533)
box-body: ಬಾಳೆಪುಣಿ ಗ್ರಾಮ ಪಂಚಾಯತ್ ಪಿಡಿಒ ದಲಿತ ಕುಟುಂಬಗಳ ಜೊತೆ ಅನುಚಿತವಾಗಿ ವರ್ತಿಸುತ್ತಿದ್ದಾರೆ ಎಂದು ದೂರು ನೀಡಲಾಯಿತು. ಈ ಬಗ್ಗೆ ಕ್ರಮ ಕೈಗೊಳ್ಳುವಂತೆ ಮನವಿ ಮಾಡಲಾಯಿತು. (310, 534, 418, 582)
divider (6, 812, 184, 813)
divider (6, 1018, 184, 1019)
link-epaper[interactable]: epaper.hosadigantha.com (374, 104, 479, 113)
guru-photo (342, 1262, 618, 1370)
date-label: ಸೋಮವಾರ 28, ಏಪ್ರಿಲ್ 2025 (82, 102, 222, 116)
lead-story (192, 120, 940, 450)
story-headline: ಗುರುಮಹಾಕಾಳೇಶ್ವರ ಏಕಶಿಲಾ ಮೂರ್ತಿ ಬ್ರಹ್ಮಕಲಶ ಆಮಂತ್ರಣ ಬಿಡುಗಡೆ (301, 1217, 831, 1243)
page-number: 3 (885, 32, 925, 97)
